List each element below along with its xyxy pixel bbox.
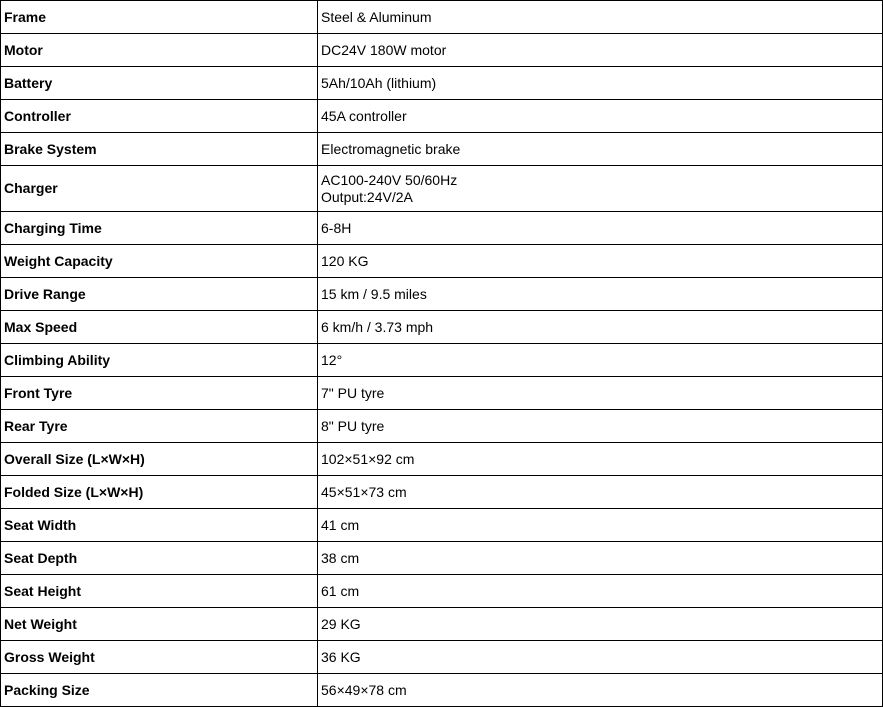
spec-label: Front Tyre (1, 377, 318, 410)
table-row (1, 34, 883, 67)
spec-label: Weight Capacity (1, 245, 318, 278)
spec-label: Seat Width (1, 509, 318, 542)
table-row (1, 575, 883, 608)
table-row (1, 1, 883, 34)
table-row (1, 67, 883, 100)
table-row (1, 245, 883, 278)
spec-label: Overall Size (L×W×H) (1, 443, 318, 476)
spec-label: Drive Range (1, 278, 318, 311)
spec-label: Rear Tyre (1, 410, 318, 443)
table-row (1, 542, 883, 575)
spec-label: Charging Time (1, 212, 318, 245)
spec-value: Steel & Aluminum (318, 1, 883, 34)
table-row (1, 674, 883, 707)
spec-value: 36 KG (318, 641, 883, 674)
spec-value: 41 cm (318, 509, 883, 542)
table-row (1, 509, 883, 542)
spec-value (318, 166, 883, 212)
table-row (1, 133, 883, 166)
charger-output-line: Output:24V/2A (321, 188, 413, 205)
spec-value: 7" PU tyre (318, 377, 883, 410)
spec-label: Gross Weight (1, 641, 318, 674)
spec-label: Charger (1, 166, 318, 212)
spec-label: Max Speed (1, 311, 318, 344)
spec-label: Climbing Ability (1, 344, 318, 377)
spec-value: 102×51×92 cm (318, 443, 883, 476)
spec-value: 61 cm (318, 575, 883, 608)
table-row (1, 641, 883, 674)
spec-label: Packing Size (1, 674, 318, 707)
table-row (1, 476, 883, 509)
table-row (1, 344, 883, 377)
spec-value: 29 KG (318, 608, 883, 641)
spec-value: 45A controller (318, 100, 883, 133)
table-row (1, 311, 883, 344)
spec-label: Folded Size (L×W×H) (1, 476, 318, 509)
spec-value: Electromagnetic brake (318, 133, 883, 166)
spec-value: 120 KG (318, 245, 883, 278)
spec-label: Brake System (1, 133, 318, 166)
spec-label: Seat Depth (1, 542, 318, 575)
spec-label: Frame (1, 1, 318, 34)
spec-label: Battery (1, 67, 318, 100)
spec-value: 15 km / 9.5 miles (318, 278, 883, 311)
table-row (1, 410, 883, 443)
spec-label: Seat Height (1, 575, 318, 608)
table-row (1, 278, 883, 311)
spec-value: 38 cm (318, 542, 883, 575)
charger-input-line: AC100-240V 50/60Hz (321, 171, 458, 188)
table-row (1, 212, 883, 245)
spec-value: 5Ah/10Ah (lithium) (318, 67, 883, 100)
table-row (1, 608, 883, 641)
table-row (1, 443, 883, 476)
spec-value: 45×51×73 cm (318, 476, 883, 509)
spec-value: 6 km/h / 3.73 mph (318, 311, 883, 344)
table-row (1, 166, 883, 212)
spec-value: 56×49×78 cm (318, 674, 883, 707)
spec-label: Motor (1, 34, 318, 67)
spec-label: Net Weight (1, 608, 318, 641)
spec-value: 8" PU tyre (318, 410, 883, 443)
spec-value: 6-8H (318, 212, 883, 245)
spec-label: Controller (1, 100, 318, 133)
spec-value: 12° (318, 344, 883, 377)
table-row (1, 100, 883, 133)
table-row (1, 377, 883, 410)
spec-value: DC24V 180W motor (318, 34, 883, 67)
